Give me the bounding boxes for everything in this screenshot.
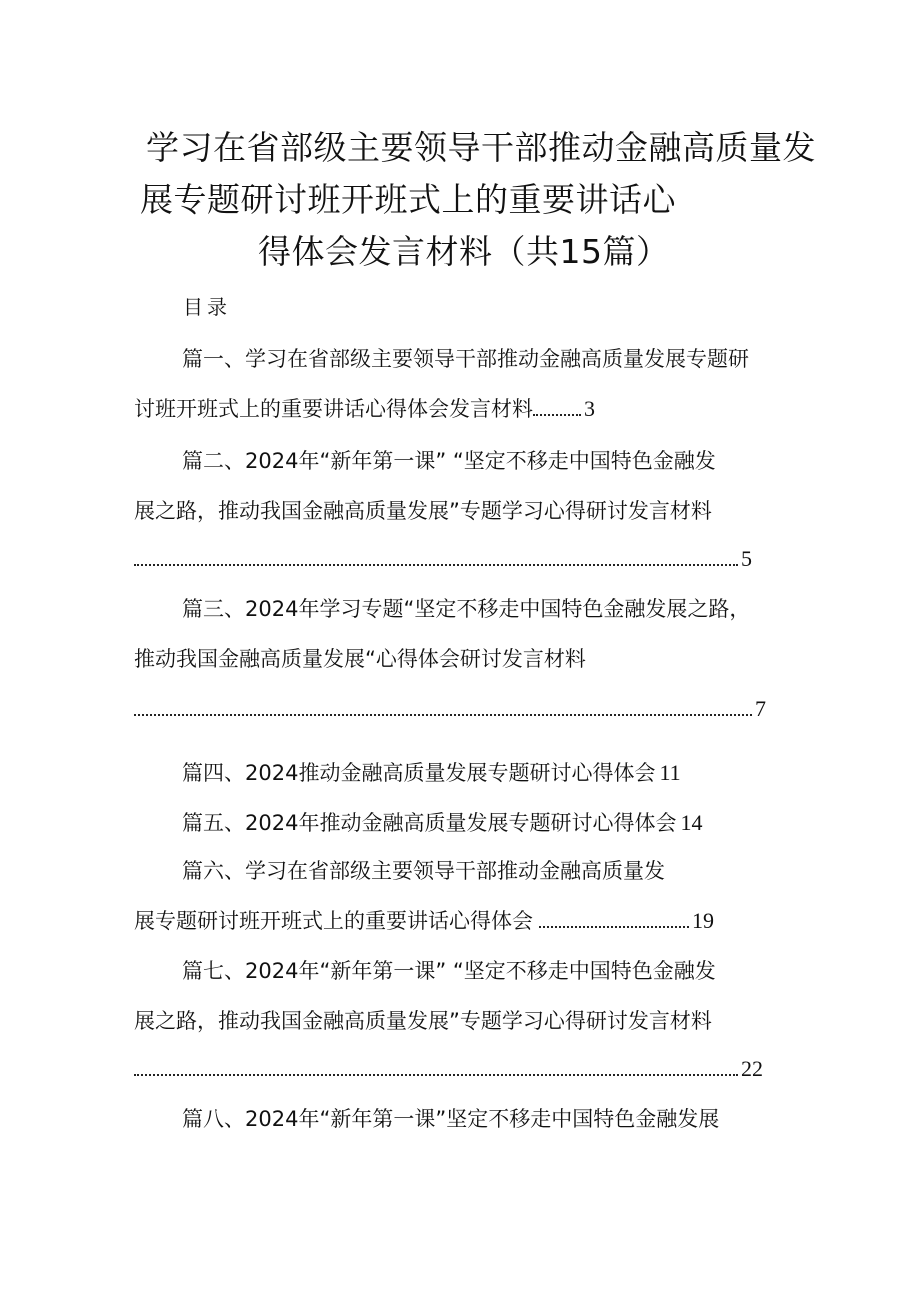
dot-leader <box>533 414 581 416</box>
toc-entry-3-line-2[interactable]: 推动我国金融高质量发展“心得体会研讨发言材料 <box>134 647 586 671</box>
toc-entry-2-page: 5 <box>741 546 752 571</box>
toc-entry-7-page: 22 <box>741 1056 763 1081</box>
title-line-2: 展专题研讨班开班式上的重要讲话心 <box>140 180 676 219</box>
toc-entry-3-line-1[interactable]: 篇三、2024年学习专题“坚定不移走中国特色金融发展之路， <box>182 597 751 621</box>
toc-entry-4-text: 篇四、2024推动金融高质量发展专题研讨心得体会 <box>182 761 656 785</box>
toc-entry-1-page: 3 <box>584 396 595 421</box>
toc-entry-7-leader[interactable] <box>134 1054 763 1084</box>
toc-entry-6-text: 展专题研讨班开班式上的重要讲话心得体会 <box>134 909 533 933</box>
dot-leader <box>539 926 689 928</box>
toc-entry-6-page: 19 <box>692 908 714 933</box>
toc-entry-5-text: 篇五、2024年推动金融高质量发展专题研讨心得体会 <box>182 811 677 835</box>
toc-entry-1-line-2[interactable] <box>134 394 595 424</box>
toc-entry-4[interactable] <box>182 758 681 788</box>
dot-leader <box>134 714 752 716</box>
toc-entry-5-page: 14 <box>680 810 703 835</box>
toc-entry-6-line-2[interactable] <box>134 906 714 936</box>
toc-entry-6-line-1[interactable]: 篇六、学习在省部级主要领导干部推动金融高质量发 <box>182 859 665 883</box>
toc-label: 目录 <box>183 295 231 319</box>
toc-entry-5[interactable] <box>182 808 702 838</box>
document-title <box>130 122 820 278</box>
dot-leader <box>134 564 738 566</box>
toc-entry-7-line-1[interactable]: 篇七、2024年“新年第一课” “坚定不移走中国特色金融发 <box>182 959 716 983</box>
toc-entry-1-line-1[interactable]: 篇一、学习在省部级主要领导干部推动金融高质量发展专题研 <box>182 347 749 371</box>
toc-entry-1-text: 讨班开班式上的重要讲话心得体会发言材料 <box>134 397 533 421</box>
toc-entry-2-line-1[interactable]: 篇二、2024年“新年第一课” “坚定不移走中国特色金融发 <box>182 449 716 473</box>
toc-entry-8-line-1[interactable]: 篇八、2024年“新年第一课”坚定不移走中国特色金融发展 <box>182 1107 720 1131</box>
toc-entry-7-line-2[interactable]: 展之路，推动我国金融高质量发展”专题学习心得研讨发言材料 <box>134 1009 712 1033</box>
title-line-1: 学习在省部级主要领导干部推动金融高质量发 <box>146 128 816 167</box>
toc-entry-4-page: 11 <box>659 760 681 785</box>
toc-entry-2-leader[interactable] <box>134 544 752 574</box>
toc-entry-2-line-2[interactable]: 展之路，推动我国金融高质量发展”专题学习心得研讨发言材料 <box>134 499 712 523</box>
toc-entry-3-page: 7 <box>755 696 766 721</box>
title-line-3: 得体会发言材料（共15篇） <box>258 232 670 271</box>
dot-leader <box>134 1074 738 1076</box>
toc-entry-3-leader[interactable] <box>134 694 766 724</box>
